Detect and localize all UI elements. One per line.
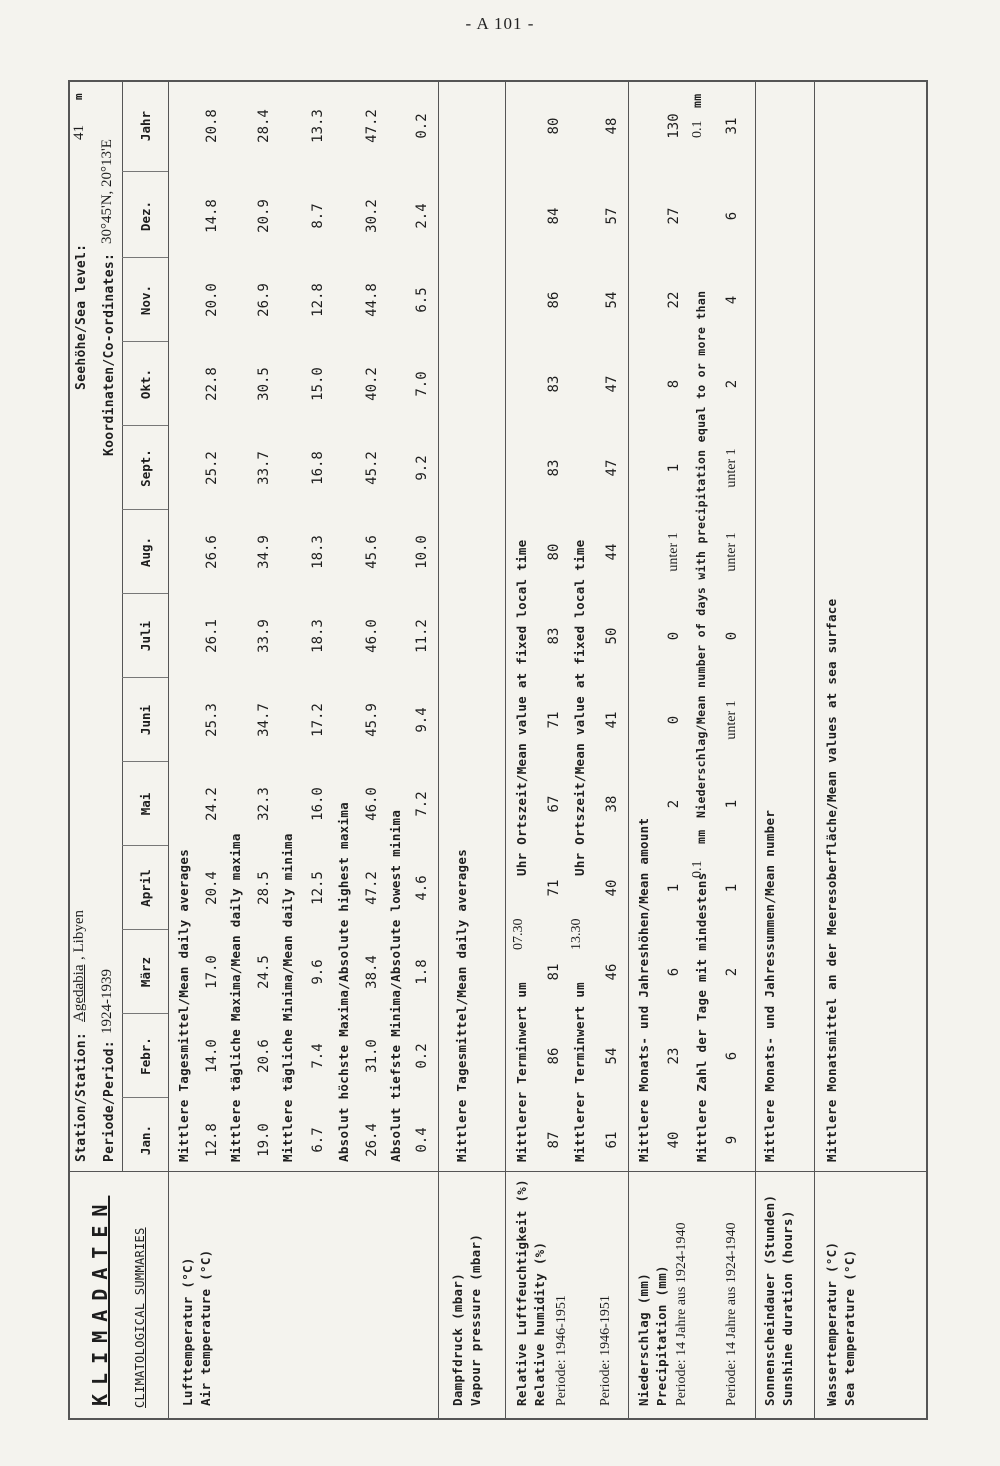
climate-table-sheet: [68, 80, 928, 1420]
row-caption-temp-mean: Mittlere Tagesmittel/Mean daily averages: [176, 848, 191, 1162]
value-cell: 8: [666, 379, 682, 389]
month-header-7: Juli: [138, 620, 153, 652]
table-frame: [68, 80, 928, 1420]
section-rule-4: [755, 80, 756, 1420]
row-caption-temp-absmax: Absolut höchste Maxima/Absolute highest maxima: [336, 802, 351, 1162]
value-cell: 45.2: [364, 451, 380, 485]
value-cell: 20.9: [256, 199, 272, 233]
value-cell: 27: [666, 207, 682, 225]
air-temp-label-de: Lufttemperatur (°C): [180, 1257, 195, 1406]
value-cell: 9.6: [310, 959, 326, 985]
value-cell: 47: [604, 375, 620, 393]
value-cell: 71: [546, 879, 562, 897]
label-column-divider: [68, 1171, 928, 1172]
value-cell: 18.3: [310, 535, 326, 569]
value-cell: 1.8: [414, 959, 430, 985]
value-cell: 6: [724, 211, 740, 221]
station-label: Station/Station:: [74, 1031, 89, 1162]
value-cell: 17.2: [310, 703, 326, 737]
month-header-4: April: [138, 869, 153, 907]
value-cell: 44: [604, 543, 620, 561]
value-cell: 6.7: [310, 1127, 326, 1153]
value-cell: 86: [546, 1047, 562, 1065]
section-rule-3: [628, 80, 629, 1420]
row-caption-precip-amount: Mittlere Monats- und Jahreshöhen/Mean amount: [636, 817, 651, 1162]
value-cell: 40: [604, 879, 620, 897]
value-cell: 20.8: [204, 109, 220, 143]
value-cell: 9.2: [414, 455, 430, 481]
value-cell: 24.2: [204, 787, 220, 821]
section-rule-1: [438, 80, 439, 1420]
value-cell: 14.0: [204, 1039, 220, 1073]
row-caption-vapour: Mittlere Tagesmittel/Mean daily averages: [454, 848, 469, 1162]
value-cell: 1: [724, 883, 740, 893]
value-cell: 16.0: [310, 787, 326, 821]
value-cell: unter 1: [724, 448, 739, 488]
value-cell: 11.2: [414, 619, 430, 653]
value-cell: 20.0: [204, 283, 220, 317]
value-cell: 26.1: [204, 619, 220, 653]
value-cell: 18.3: [310, 619, 326, 653]
precip-label-de: Niederschlag (mm): [636, 1272, 651, 1406]
row-caption-rh1-b: Uhr Ortszeit/Mean value at fixed local time: [514, 539, 529, 876]
sealevel-label: Seehöhe/Sea level:: [74, 243, 89, 390]
value-cell: 0: [724, 631, 740, 641]
value-cell: unter 1: [724, 532, 739, 572]
row-caption-precip-days-b: Niederschlag/Mean number of days with precipitation equal to or more than: [694, 290, 708, 818]
value-cell: 26.9: [256, 283, 272, 317]
value-cell: 57: [604, 207, 620, 225]
row-caption-temp-min: Mittlere tägliche Minima/Mean daily minima: [280, 833, 295, 1162]
value-cell: 38: [604, 795, 620, 813]
value-cell: 26.6: [204, 535, 220, 569]
value-cell: 4: [724, 295, 740, 305]
value-cell: 44.8: [364, 283, 380, 317]
value-cell: 67: [546, 795, 562, 813]
value-cell: 46.0: [364, 787, 380, 821]
humidity-label-en: Relative humidity (%): [532, 1241, 547, 1406]
value-cell: 2: [724, 379, 740, 389]
month-header-3: März: [138, 956, 153, 988]
value-cell: 25.3: [204, 703, 220, 737]
value-cell: 7.2: [414, 791, 430, 817]
value-cell: 32.3: [256, 787, 272, 821]
value-cell: 50: [604, 627, 620, 645]
month-header-2: Febr.: [138, 1037, 153, 1075]
value-cell: 130: [666, 113, 682, 139]
row-caption-rh2-b: Uhr Ortszeit/Mean value at fixed local time: [572, 539, 587, 876]
value-cell: 19.0: [256, 1123, 272, 1157]
value-cell: 2: [666, 799, 682, 809]
value-cell: 40.2: [364, 367, 380, 401]
value-cell: 0: [666, 631, 682, 641]
air-temp-label-en: Air temperature (°C): [198, 1249, 213, 1406]
value-cell: 38.4: [364, 955, 380, 989]
row-caption-rh2-time: 13.30: [569, 918, 584, 950]
value-cell: 12.5: [310, 871, 326, 905]
value-cell: 34.9: [256, 535, 272, 569]
value-cell: 28.5: [256, 871, 272, 905]
value-cell: 46.0: [364, 619, 380, 653]
value-cell: 25.2: [204, 451, 220, 485]
value-cell: 6: [666, 967, 682, 977]
value-cell: 0.4: [414, 1127, 430, 1153]
value-cell: 23: [666, 1047, 682, 1065]
humidity-period-1: Periode: 1946-1951: [554, 1295, 569, 1406]
value-cell: 13.3: [310, 109, 326, 143]
value-cell: 61: [604, 1131, 620, 1149]
value-cell: 12.8: [204, 1123, 220, 1157]
vapour-label-en: Vapour pressure (mbar): [468, 1233, 483, 1406]
value-cell: 20.6: [256, 1039, 272, 1073]
month-header-5: Mai: [138, 792, 153, 816]
value-cell: unter 1: [724, 700, 739, 740]
value-cell: 26.4: [364, 1123, 380, 1157]
value-cell: 54: [604, 291, 620, 309]
value-cell: 87: [546, 1131, 562, 1149]
row-caption-rh1-time: 07.30: [511, 918, 526, 950]
row-caption-seatemp: Mittlere Monatsmittel an der Meeresoberfläche/Mean values at sea surface: [824, 598, 839, 1162]
precip-period-1: Periode: 14 Jahre aus 1924-1940: [674, 1222, 689, 1406]
row-caption-precip-days-threshold-right: 0.1: [690, 120, 705, 138]
value-cell: 45.6: [364, 535, 380, 569]
value-cell: 33.7: [256, 451, 272, 485]
value-cell: 0.2: [414, 1043, 430, 1069]
row-caption-precip-days-threshold: 0.1: [690, 860, 705, 878]
value-cell: 71: [546, 711, 562, 729]
value-cell: 30.5: [256, 367, 272, 401]
value-cell: 34.7: [256, 703, 272, 737]
value-cell: 30.2: [364, 199, 380, 233]
period-label: Periode/Period:: [102, 1040, 117, 1162]
value-cell: 17.0: [204, 955, 220, 989]
value-cell: 4.6: [414, 875, 430, 901]
value-cell: 45.9: [364, 703, 380, 737]
value-cell: 0.2: [414, 113, 430, 139]
value-cell: 10.0: [414, 535, 430, 569]
value-cell: 80: [546, 117, 562, 135]
month-header-8: Aug.: [138, 536, 153, 568]
row-caption-sunshine: Mittlere Monats- und Jahressummen/Mean number: [762, 809, 777, 1162]
value-cell: 47.2: [364, 871, 380, 905]
seatemp-label-en: Sea temperature (°C): [842, 1249, 857, 1406]
seatemp-label-de: Wassertemperatur (°C): [824, 1241, 839, 1406]
value-cell: 9.4: [414, 707, 430, 733]
value-cell: 7.4: [310, 1043, 326, 1069]
value-cell: 31: [724, 117, 740, 135]
value-cell: 1: [724, 799, 740, 809]
sealevel-value: 41: [71, 125, 87, 140]
value-cell: 2: [724, 967, 740, 977]
value-cell: 40: [666, 1131, 682, 1149]
station-name: Agedabia: [71, 964, 87, 1022]
row-caption-precip-days-unit-right: mm: [690, 93, 704, 108]
sunshine-label-de: Sonnenscheindauer (Stunden): [762, 1194, 777, 1406]
row-caption-precip-days-a: Mittlere Zahl der Tage mit mindestens: [694, 872, 709, 1162]
row-caption-rh1-a: Mittlerer Terminwert um: [514, 982, 529, 1162]
value-cell: 7.0: [414, 371, 430, 397]
coords-label: Koordinaten/Co-ordinates:: [102, 252, 117, 456]
page-title: KLIMADATEN: [88, 1195, 112, 1406]
header-rule: [122, 80, 123, 1172]
sunshine-label-en: Sunshine duration (hours): [780, 1210, 795, 1406]
value-cell: 24.5: [256, 955, 272, 989]
value-cell: 0: [666, 715, 682, 725]
month-header-13: Jahr: [138, 110, 153, 142]
value-cell: 83: [546, 459, 562, 477]
value-cell: 6: [724, 1051, 740, 1061]
station-country: , Libyen: [71, 910, 87, 960]
value-cell: 47.2: [364, 109, 380, 143]
precip-period-2: Periode: 14 Jahre aus 1924-1940: [724, 1222, 739, 1406]
value-cell: 47: [604, 459, 620, 477]
value-cell: 86: [546, 291, 562, 309]
month-header-6: Juni: [138, 704, 153, 736]
value-cell: 15.0: [310, 367, 326, 401]
value-cell: 2.4: [414, 203, 430, 229]
humidity-label-de: Relative Luftfeuchtigkeit (%): [514, 1179, 529, 1406]
row-caption-temp-max: Mittlere tägliche Maxima/Mean daily maxima: [228, 833, 243, 1162]
value-cell: 83: [546, 375, 562, 393]
value-cell: 14.8: [204, 199, 220, 233]
page-number: - A 101 -: [465, 14, 535, 33]
value-cell: unter 1: [666, 532, 681, 572]
value-cell: 80: [546, 543, 562, 561]
value-cell: 1: [666, 463, 682, 473]
value-cell: 48: [604, 117, 620, 135]
period-value: 1924-1939: [99, 969, 115, 1034]
precip-label-en: Precipitation (mm): [654, 1265, 669, 1406]
month-header-1: Jan.: [138, 1124, 153, 1156]
month-row-rule: [168, 80, 169, 1420]
value-cell: 83: [546, 627, 562, 645]
value-cell: 46: [604, 963, 620, 981]
row-caption-temp-absmin: Absolut tiefste Minima/Absolute lowest minima: [388, 809, 403, 1162]
value-cell: 41: [604, 711, 620, 729]
page-subtitle: CLIMATOLOGICAL SUMMARIES: [133, 1227, 147, 1408]
value-cell: 84: [546, 207, 562, 225]
month-header-9: Sept.: [138, 449, 153, 487]
row-caption-rh2-a: Mittlerer Terminwert um: [572, 982, 587, 1162]
value-cell: 16.8: [310, 451, 326, 485]
value-cell: 31.0: [364, 1039, 380, 1073]
value-cell: 9: [724, 1135, 740, 1145]
value-cell: 22.8: [204, 367, 220, 401]
value-cell: 20.4: [204, 871, 220, 905]
value-cell: 28.4: [256, 109, 272, 143]
humidity-period-2: Periode: 1946-1951: [598, 1295, 613, 1406]
month-header-11: Nov.: [138, 284, 153, 316]
value-cell: 6.5: [414, 287, 430, 313]
value-cell: 8.7: [310, 203, 326, 229]
section-rule-5: [814, 80, 815, 1420]
coords-value: 30°45'N, 20°13'E: [99, 139, 115, 244]
section-rule-2: [505, 80, 506, 1420]
value-cell: 12.8: [310, 283, 326, 317]
month-header-12: Dez.: [138, 200, 153, 232]
month-column-divider: [122, 171, 168, 172]
value-cell: 1: [666, 883, 682, 893]
value-cell: 54: [604, 1047, 620, 1065]
row-caption-precip-days-unit: mm: [694, 829, 708, 844]
month-header-10: Okt.: [138, 368, 153, 400]
value-cell: 81: [546, 963, 562, 981]
sealevel-unit: m: [72, 93, 85, 100]
value-cell: 22: [666, 291, 682, 309]
value-cell: 33.9: [256, 619, 272, 653]
vapour-label-de: Dampfdruck (mbar): [450, 1272, 465, 1406]
